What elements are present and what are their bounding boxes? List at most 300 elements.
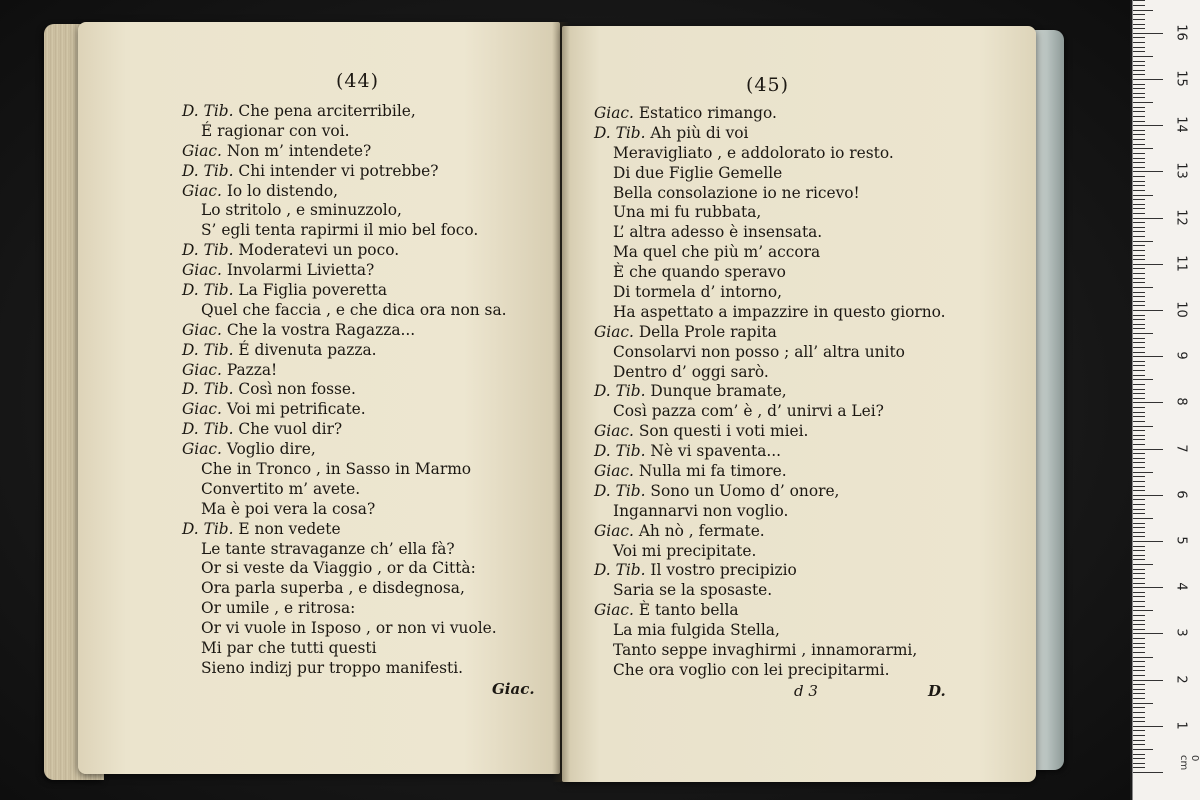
ruler-tick — [1133, 282, 1145, 283]
ruler-tick — [1133, 356, 1163, 357]
text-line — [182, 361, 507, 381]
ruler-tick — [1133, 134, 1145, 135]
line-text: Involarmi Livietta? — [226, 261, 375, 280]
ruler-tick — [1133, 412, 1145, 413]
ruler-tick — [1133, 601, 1145, 602]
line-text: Che pena arciterribile, — [238, 102, 416, 120]
ruler-tick — [1133, 712, 1145, 713]
ruler-tick — [1133, 744, 1145, 745]
ruler-tick — [1133, 190, 1145, 191]
text-line — [594, 104, 946, 124]
ruler-tick — [1133, 703, 1153, 704]
ruler-tick — [1133, 33, 1163, 34]
text-line — [594, 661, 946, 681]
line-text: Mi par che tutti questi — [201, 639, 377, 658]
ruler-tick — [1133, 449, 1163, 450]
line-text: Voglio dire, — [226, 440, 316, 459]
text-line — [182, 400, 507, 420]
ruler-tick — [1133, 185, 1145, 186]
ruler-cm-label: 15 — [1173, 70, 1189, 87]
ruler-cm-label: 9 — [1173, 351, 1189, 360]
ruler-tick — [1133, 28, 1145, 29]
line-text: L’ altra adesso è insensata. — [613, 223, 823, 242]
text-line — [182, 420, 507, 440]
text-line — [594, 502, 946, 522]
ruler-tick — [1133, 342, 1145, 343]
line-text: Che vuol dir? — [238, 420, 343, 439]
line-text: Che in Tronco , in Sasso in Marmo — [201, 460, 472, 479]
speaker-name: D. Tib. — [594, 442, 646, 461]
ruler-tick — [1133, 296, 1145, 297]
line-text: Meravigliato , e addolorato io resto. — [613, 143, 894, 162]
line-text: La mia fulgida Stella, — [613, 621, 780, 640]
text-line — [594, 621, 946, 641]
ruler-cm-label: 14 — [1173, 116, 1189, 133]
text-line — [182, 639, 507, 659]
ruler-tick — [1133, 65, 1145, 66]
text-line — [594, 422, 946, 442]
ruler-tick — [1133, 407, 1145, 408]
ruler-tick — [1133, 541, 1163, 542]
ruler-tick — [1133, 684, 1145, 685]
ruler-tick — [1133, 578, 1145, 579]
text-line — [182, 162, 507, 182]
ruler-tick — [1133, 717, 1145, 718]
ruler-cm-label: 6 — [1173, 490, 1189, 499]
ruler-tick — [1133, 347, 1145, 348]
ruler-tick — [1133, 162, 1145, 163]
ruler-tick — [1133, 14, 1145, 15]
book-gutter — [552, 22, 570, 782]
text-line — [594, 641, 946, 661]
ruler-tick — [1133, 278, 1145, 279]
ruler-tick — [1133, 661, 1145, 662]
ruler-tick — [1133, 56, 1153, 57]
line-text: Quel che faccia , e che dica ora non sa. — [201, 300, 507, 319]
line-text: Ora parla superba , e disdegnosa, — [201, 579, 465, 598]
speaker-name: Giac. — [594, 322, 634, 341]
speaker-name: Giac. — [182, 360, 222, 379]
ruler-tick — [1133, 292, 1145, 293]
ruler-tick — [1133, 241, 1153, 242]
speaker-name: D. Tib. — [182, 281, 234, 300]
ruler-tick — [1133, 583, 1145, 584]
line-text: È tanto bella — [638, 601, 739, 620]
measurement-ruler — [1132, 0, 1200, 800]
line-text: Consolarvi non posso ; all’ altra unito — [613, 342, 905, 361]
text-line — [182, 341, 507, 361]
text-line — [594, 144, 946, 164]
line-text: Bella consolazione io ne ricevo! — [613, 183, 860, 202]
ruler-tick — [1133, 546, 1145, 547]
text-line — [182, 261, 507, 281]
speaker-name: Giac. — [594, 601, 634, 620]
ruler-tick — [1133, 231, 1145, 232]
line-text: Ma è poi vera la cosa? — [201, 499, 376, 518]
line-text: Son questi i voti miei. — [638, 422, 809, 441]
line-text: Nulla mi fa timore. — [638, 462, 787, 481]
ruler-tick — [1133, 444, 1145, 445]
ruler-tick — [1133, 730, 1145, 731]
catchword: Giac. — [492, 680, 535, 698]
ruler-tick — [1133, 629, 1145, 630]
ruler-tick — [1133, 536, 1145, 537]
speaker-name: Giac. — [182, 320, 222, 339]
ruler-tick — [1133, 148, 1153, 149]
speaker-name: Giac. — [182, 181, 222, 200]
line-text: È che quando speravo — [613, 263, 786, 282]
text-line — [594, 382, 946, 402]
ruler-cm-label: 1 — [1173, 721, 1189, 730]
ruler-tick — [1133, 74, 1145, 75]
text-line — [182, 500, 507, 520]
ruler-cm-label: 7 — [1173, 443, 1189, 453]
ruler-tick — [1133, 310, 1163, 311]
ruler-tick — [1133, 259, 1145, 260]
ruler-tick — [1133, 527, 1145, 528]
text-line — [182, 659, 507, 679]
ruler-tick — [1133, 0, 1145, 1]
text-line — [182, 281, 507, 301]
text-line — [594, 482, 946, 502]
ruler-tick — [1133, 486, 1145, 487]
ruler-cm-label: 3 — [1173, 628, 1189, 638]
ruler-tick — [1133, 620, 1145, 621]
text-line — [594, 283, 946, 303]
ruler-tick — [1133, 204, 1145, 205]
line-text: Or si veste da Viaggio , or da Città: — [201, 559, 476, 578]
ruler-tick — [1133, 370, 1145, 371]
ruler-tick — [1133, 490, 1145, 491]
ruler-cm-label: 8 — [1173, 397, 1189, 407]
ruler-tick — [1133, 504, 1145, 505]
text-line — [594, 303, 946, 323]
ruler-tick — [1133, 61, 1145, 62]
ruler-tick — [1133, 643, 1145, 644]
text-line — [182, 559, 507, 579]
ruler-tick — [1133, 458, 1145, 459]
ruler-tick — [1133, 453, 1145, 454]
ruler-tick — [1133, 467, 1145, 468]
text-line — [182, 142, 507, 162]
ruler-tick — [1133, 379, 1153, 380]
speaker-name: D. Tib. — [182, 102, 234, 120]
text-line — [594, 402, 946, 422]
ruler-tick — [1133, 213, 1145, 214]
ruler-tick — [1133, 569, 1145, 570]
signature-mark: d 3 — [794, 682, 818, 700]
ruler-tick — [1133, 250, 1145, 251]
ruler-tick — [1133, 426, 1153, 427]
ruler-tick — [1133, 301, 1145, 302]
text-line — [594, 243, 946, 263]
text-line — [594, 343, 946, 363]
ruler-tick — [1133, 726, 1163, 727]
line-text: Che ora voglio con lei precipitarmi. — [613, 660, 890, 679]
ruler-tick — [1133, 158, 1145, 159]
text-line — [594, 561, 946, 581]
ruler-tick — [1133, 121, 1145, 122]
ruler-tick — [1133, 573, 1145, 574]
speaker-name: D. Tib. — [182, 420, 234, 439]
page-number: (44) — [336, 70, 380, 92]
text-line — [182, 122, 507, 142]
line-text: Della Prole rapita — [638, 322, 777, 341]
line-text: Saria se la sposaste. — [613, 581, 773, 600]
ruler-tick — [1133, 144, 1145, 145]
line-text: Ma quel che più m’ accora — [613, 243, 821, 262]
ruler-tick — [1133, 319, 1145, 320]
ruler-tick — [1133, 130, 1145, 131]
ruler-tick — [1133, 559, 1145, 560]
line-text: Estatico rimango. — [638, 104, 777, 122]
ruler-tick — [1133, 754, 1145, 755]
text-line — [594, 601, 946, 621]
ruler-tick — [1133, 587, 1163, 588]
ruler-tick — [1133, 680, 1163, 681]
ruler-tick — [1133, 555, 1145, 556]
page-text — [594, 104, 946, 681]
ruler-cm-label: 2 — [1173, 674, 1189, 684]
ruler-cm-label: 12 — [1173, 208, 1189, 226]
ruler-tick — [1133, 361, 1145, 362]
ruler-tick — [1133, 398, 1145, 399]
line-text: Dunque bramate, — [650, 382, 787, 401]
ruler-tick — [1133, 384, 1145, 385]
line-text: Ah nò , fermate. — [638, 521, 765, 540]
ruler-tick — [1133, 88, 1145, 89]
text-line — [594, 164, 946, 184]
ruler-tick — [1133, 389, 1145, 390]
text-line — [182, 520, 507, 540]
line-text: Che la vostra Ragazza... — [226, 320, 416, 339]
ruler-tick — [1133, 245, 1145, 246]
ruler-tick — [1133, 324, 1145, 325]
text-line — [182, 579, 507, 599]
text-line — [182, 619, 507, 639]
ruler-tick — [1133, 222, 1145, 223]
ruler-tick — [1133, 287, 1153, 288]
speaker-name: D. Tib. — [594, 382, 646, 401]
text-line — [182, 380, 507, 400]
line-text: Nè vi spaventa... — [650, 442, 782, 461]
ruler-tick — [1133, 689, 1145, 690]
line-text: Di tormela d’ intorno, — [613, 283, 783, 302]
ruler-tick — [1133, 615, 1145, 616]
ruler-tick — [1133, 476, 1145, 477]
ruler-tick — [1133, 51, 1145, 52]
ruler-tick — [1133, 670, 1145, 671]
text-line — [594, 581, 946, 601]
ruler-tick — [1133, 435, 1145, 436]
ruler-tick — [1133, 333, 1153, 334]
ruler-tick — [1133, 532, 1145, 533]
line-text: Il vostro precipizio — [650, 561, 797, 580]
ruler-cm-label: 13 — [1173, 162, 1189, 180]
text-line — [594, 203, 946, 223]
line-text: S’ egli tenta rapirmi il mio bel foco. — [201, 221, 479, 240]
line-text: Ah più di voi — [650, 123, 749, 142]
ruler-tick — [1133, 499, 1145, 500]
line-text: Tanto seppe invaghirmi , innamorarmi, — [613, 641, 918, 660]
ruler-tick — [1133, 735, 1145, 736]
line-text: Moderatevi un poco. — [238, 241, 400, 260]
speaker-name: D. Tib. — [182, 519, 234, 538]
line-text: Or vi vuole in Isposo , or non vi vuole. — [201, 619, 497, 638]
line-text: Dentro d’ oggi sarò. — [613, 362, 769, 381]
ruler-tick — [1133, 402, 1163, 403]
right-page — [562, 26, 1036, 782]
ruler-tick — [1133, 523, 1145, 524]
text-line — [182, 540, 507, 560]
ruler-tick — [1133, 97, 1145, 98]
speaker-name: D. Tib. — [182, 241, 234, 260]
ruler-tick — [1133, 273, 1145, 274]
text-line — [182, 201, 507, 221]
line-text: Le tante stravaganze ch’ ella fà? — [201, 539, 455, 558]
ruler-tick — [1133, 328, 1145, 329]
ruler-tick — [1133, 176, 1145, 177]
ruler-tick — [1133, 675, 1145, 676]
page-text — [182, 102, 507, 679]
text-line — [182, 102, 507, 122]
ruler-tick — [1133, 181, 1145, 182]
ruler-tick — [1133, 772, 1163, 773]
ruler-tick — [1133, 70, 1145, 71]
ruler-tick — [1133, 596, 1145, 597]
line-text: Così non fosse. — [238, 380, 356, 399]
ruler-tick — [1133, 763, 1145, 764]
ruler-cm-label: 5 — [1173, 536, 1189, 545]
ruler-tick — [1133, 624, 1145, 625]
ruler-tick — [1133, 657, 1153, 658]
line-text: Di due Figlie Gemelle — [613, 163, 783, 182]
ruler-cm-label: 10 — [1173, 301, 1189, 318]
ruler-tick — [1133, 767, 1145, 768]
speaker-name: Giac. — [182, 400, 222, 419]
ruler-tick — [1133, 638, 1145, 639]
ruler-tick — [1133, 218, 1163, 219]
text-line — [182, 460, 507, 480]
ruler-tick — [1133, 495, 1163, 496]
ruler-cm-label: 16 — [1173, 24, 1189, 41]
ruler-tick — [1133, 24, 1145, 25]
ruler-tick — [1133, 509, 1145, 510]
line-text: Ha aspettato a impazzire in questo giorno. — [613, 302, 946, 321]
text-line — [182, 241, 507, 261]
ruler-tick — [1133, 171, 1163, 172]
ruler-tick — [1133, 564, 1153, 565]
ruler-tick — [1133, 208, 1145, 209]
ruler-tick — [1133, 430, 1145, 431]
ruler-tick — [1133, 268, 1145, 269]
text-line — [182, 480, 507, 500]
line-text: La Figlia poveretta — [238, 281, 388, 300]
speaker-name: Giac. — [594, 462, 634, 481]
ruler-tick — [1133, 139, 1145, 140]
speaker-name: D. Tib. — [182, 340, 234, 359]
line-text: Voi mi precipitate. — [613, 541, 757, 560]
ruler-tick — [1133, 481, 1145, 482]
text-line — [182, 321, 507, 341]
ruler-tick — [1133, 393, 1145, 394]
text-line — [594, 462, 946, 482]
ruler-tick — [1133, 647, 1145, 648]
ruler-tick — [1133, 338, 1145, 339]
ruler-tick — [1133, 513, 1145, 514]
ruler-tick — [1133, 550, 1145, 551]
text-line — [594, 542, 946, 562]
text-line — [594, 184, 946, 204]
ruler-tick — [1133, 107, 1145, 108]
ruler-tick — [1133, 606, 1145, 607]
line-text: Sono un Uomo d’ onore, — [650, 481, 840, 500]
text-line — [182, 182, 507, 202]
line-text: Ingannarvi non voglio. — [613, 501, 789, 520]
ruler-tick — [1133, 255, 1145, 256]
text-line — [182, 599, 507, 619]
ruler-tick — [1133, 42, 1145, 43]
ruler-tick — [1133, 125, 1163, 126]
ruler-cm-label: 11 — [1173, 255, 1189, 272]
ruler-tick — [1133, 518, 1153, 519]
ruler-tick — [1133, 633, 1163, 634]
speaker-name: Giac. — [182, 141, 222, 160]
ruler-tick — [1133, 666, 1145, 667]
line-text: Voi mi petrificate. — [226, 400, 366, 419]
ruler-tick — [1133, 19, 1145, 20]
ruler-tick — [1133, 47, 1145, 48]
ruler-tick — [1133, 721, 1145, 722]
ruler-tick — [1133, 236, 1145, 237]
line-text: E non vedete — [238, 519, 341, 538]
speaker-name: Giac. — [182, 440, 222, 459]
ruler-tick — [1133, 365, 1145, 366]
text-line — [594, 442, 946, 462]
ruler-tick — [1133, 37, 1145, 38]
ruler-tick — [1133, 421, 1145, 422]
ruler-tick — [1133, 153, 1145, 154]
ruler-tick — [1133, 652, 1145, 653]
ruler-tick — [1133, 264, 1163, 265]
ruler-tick — [1133, 592, 1145, 593]
line-text: É divenuta pazza. — [238, 340, 377, 359]
speaker-name: D. Tib. — [594, 123, 646, 142]
speaker-name: D. Tib. — [182, 380, 234, 399]
ruler-tick — [1133, 416, 1145, 417]
text-line — [594, 223, 946, 243]
line-text: Chi intender vi potrebbe? — [238, 161, 439, 180]
ruler-tick — [1133, 439, 1145, 440]
ruler-tick — [1133, 315, 1145, 316]
ruler-tick — [1133, 79, 1163, 80]
text-line — [594, 263, 946, 283]
ruler-tick — [1133, 698, 1145, 699]
line-text: Io lo distendo, — [226, 181, 339, 200]
line-text: Pazza! — [226, 360, 278, 379]
ruler-tick — [1133, 199, 1145, 200]
ruler-unit-label: 0 cm — [1178, 755, 1200, 771]
ruler-tick — [1133, 758, 1145, 759]
text-line — [594, 323, 946, 343]
text-line — [182, 221, 507, 241]
line-text: Lo stritolo , e sminuzzolo, — [201, 201, 402, 220]
text-line — [594, 363, 946, 383]
line-text: Or umile , e ritrosa: — [201, 599, 356, 618]
ruler-tick — [1133, 93, 1145, 94]
line-text: Una mi fu rubbata, — [613, 203, 762, 222]
ruler-tick — [1133, 707, 1145, 708]
